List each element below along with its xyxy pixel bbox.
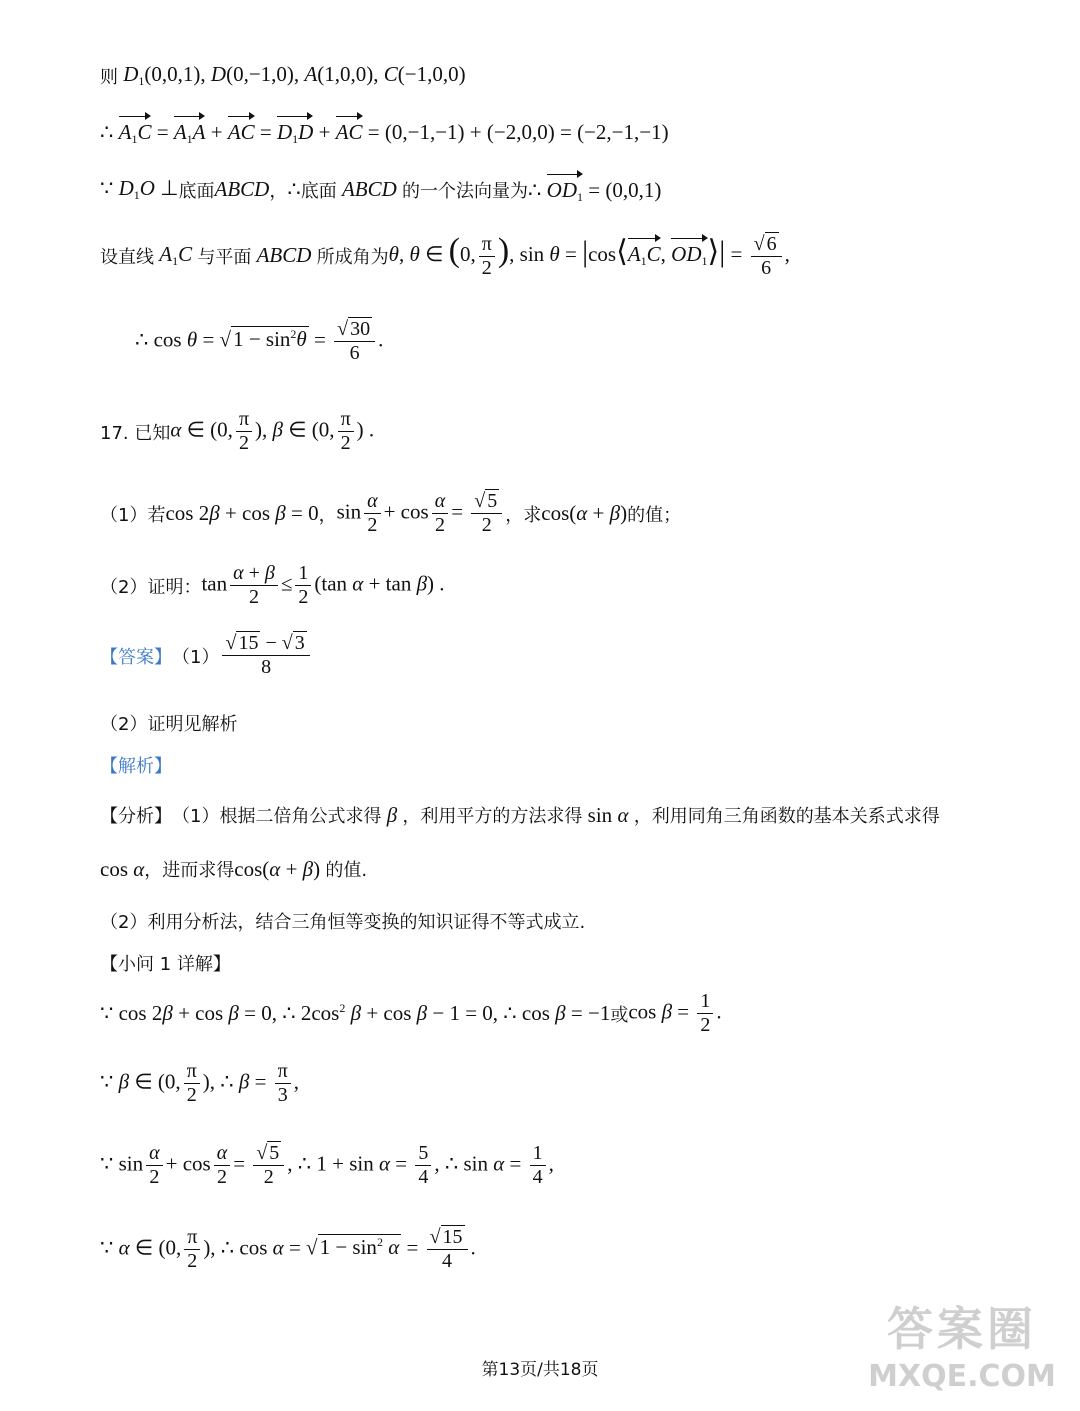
page-footer: 第13页/共18页 xyxy=(481,1360,599,1380)
plane-abcd-a: ABCD xyxy=(214,177,270,201)
answer-part1-value: $\frac{√ 15 - √ 3}{8}$ xyxy=(219,632,312,679)
part1-cond-a: cos 2β + cos β = 0 xyxy=(165,501,319,525)
detail-line-4 xyxy=(100,1226,476,1273)
detail-or: 或 xyxy=(610,1004,629,1026)
angle-text-c: 所成角为 xyxy=(316,246,389,268)
analysis-text-b: ，利用平方的方法求得 xyxy=(402,806,583,827)
answer-part2-text: （2）证明见解析 xyxy=(100,714,238,735)
watermark-bottom: MXQE.COM xyxy=(868,1359,1056,1394)
part1-end: 的值； xyxy=(627,504,682,526)
analysis-beta: β xyxy=(381,802,403,827)
cos-theta-formula: ∴ $\cos \theta = √1 - \sin^2\theta$ = $\frac{√ 30}{6}$ . xyxy=(135,318,384,364)
coords-formula: $D_1(0,0,1)$, D(0,−1,0), A(1,0,0), C(−1,0,0) xyxy=(123,62,466,88)
analysis-heading xyxy=(100,752,172,778)
analysis-text-a: （1）根据二倍角公式求得 xyxy=(172,806,382,827)
detail-tag: 【小问 1 详解】 xyxy=(100,954,231,975)
angle-line xyxy=(100,232,790,280)
part2-inequality: tan $\frac{\alpha + \beta}{2}$ ≤ $\frac{1}{2}$ (tan α + tan β) . xyxy=(201,562,445,608)
problem-17-number: 17. 已知 xyxy=(100,422,171,444)
problem-17-part2 xyxy=(100,562,445,609)
problem-17-formula: α ∈ (0, $\frac{\pi}{2}$ ), β ∈ (0, $\frac{\pi}{2}$ ) . xyxy=(170,408,375,454)
problem-17-line xyxy=(100,408,374,455)
analysis-text-e: 的值. xyxy=(325,860,368,881)
detail-formula-2: ∵ β ∈ (0, $\frac{\pi}{2}$ ), ∴ β = $\frac{\pi}{3}$ , xyxy=(100,1060,300,1106)
analysis-text-c: ，利用同角三角函数的基本关系式求得 xyxy=(633,806,940,827)
answer-part2 xyxy=(100,710,237,736)
plane-abcd-c: ABCD xyxy=(251,243,317,268)
detail-formula-4: ∵ α ∈ (0, $\frac{\pi}{2}$ ), ∴ $\cos \alpha = √1 - \sin^2 \alpha$ = $\frac{√ 15}{4}$ . xyxy=(100,1226,476,1272)
detail-formula-3: ∵ sin $\frac{\alpha}{2}$ + cos $\frac{\alpha}{2}$ = $\frac{√ 5}{2}$ , ∴ 1 + sin α = $\frac{5}{4}$ , ∴ sin α = $\frac{1}{4}$ , xyxy=(100,1142,554,1188)
normal-text-b: ， xyxy=(269,180,288,202)
normal-text-d: 的一个法向量为 xyxy=(402,180,529,202)
vector-a1c-line xyxy=(100,116,669,147)
normal-vector-line xyxy=(100,174,661,205)
part1-target: cos(α + β) xyxy=(541,501,628,525)
detail-formula-1b: cos β = $\frac{1}{2}$ . xyxy=(628,990,722,1036)
cos-theta-line xyxy=(135,318,383,365)
analysis-line-1 xyxy=(100,802,940,828)
detail-line-3 xyxy=(100,1142,554,1189)
answer-part1-label: （1） xyxy=(172,646,220,668)
part2-label: （2）证明： xyxy=(100,576,202,598)
angle-text-b: 与平面 xyxy=(197,246,252,268)
detail-formula-1a: ∵ cos 2β + cos β = 0, ∴ $2\cos^2$ β + cos β − 1 = 0, ∴ cos β = −1 xyxy=(100,1001,611,1025)
answer-line xyxy=(100,632,313,679)
plane-abcd-b: ABCD xyxy=(336,177,403,201)
analysis-line-2 xyxy=(100,856,367,882)
part1-label: （1）若 xyxy=(100,504,166,526)
angle-text-a: 设直线 xyxy=(100,246,154,268)
therefore-a: ∴ xyxy=(287,177,301,201)
part1-cond-b: sin $\frac{\alpha}{2}$ + cos $\frac{\alpha}{2}$ = $\frac{√ 5}{2}$ xyxy=(337,490,506,537)
normal-formula-b: ∴ $OD_1 = (0,0,1)$ xyxy=(528,174,661,205)
analysis-text-d: ，进而求得 xyxy=(144,860,235,881)
angle-formula: θ, θ ∈ (0, $\frac{\pi}{2}$ ), $\sin \theta = |\cos⟨A_1C$, $OD_1⟩|$ = $\frac{√ 6}{6}$ , xyxy=(388,232,790,279)
analysis-cos-sum: cos(α + β) xyxy=(234,856,326,881)
analysis-text-f: （2）利用分析法，结合三角恒等变换的知识证得不等式成立. xyxy=(100,912,586,933)
part1-ask: ，求 xyxy=(505,504,542,526)
detail-heading xyxy=(100,950,231,976)
analysis-tag: 【解析】 xyxy=(100,756,172,777)
coords-line xyxy=(100,62,466,89)
vector-a1c-formula: ∴ $A_1C = A_1A$ + AC = $D_1D$ + AC = (0,−1,−1) + (−2,0,0) = (−2,−1,−1) xyxy=(100,116,669,147)
detail-line-1 xyxy=(100,990,722,1037)
watermark-top: 答案圈 xyxy=(887,1302,1037,1356)
answer-tag: 【答案】 xyxy=(100,646,172,668)
normal-formula-a: ∵ $D_1O$ ⊥ xyxy=(100,176,179,202)
detail-line-2 xyxy=(100,1060,299,1107)
problem-17-part1 xyxy=(100,490,681,537)
then-text: 则 xyxy=(100,66,118,88)
line-a1c: $A_1C$ xyxy=(159,242,193,269)
analysis-sin-alpha: sin α xyxy=(582,802,629,827)
analysis-line-3 xyxy=(100,908,585,934)
analysis-cos-alpha: cos α xyxy=(100,856,145,881)
normal-text-a: 底面 xyxy=(178,180,215,202)
part1-comma: ， xyxy=(318,504,337,526)
normal-text-c: 底面 xyxy=(300,180,337,202)
watermark-logo xyxy=(862,1293,1062,1403)
analysis-sub-tag: 【分析】 xyxy=(100,806,172,827)
